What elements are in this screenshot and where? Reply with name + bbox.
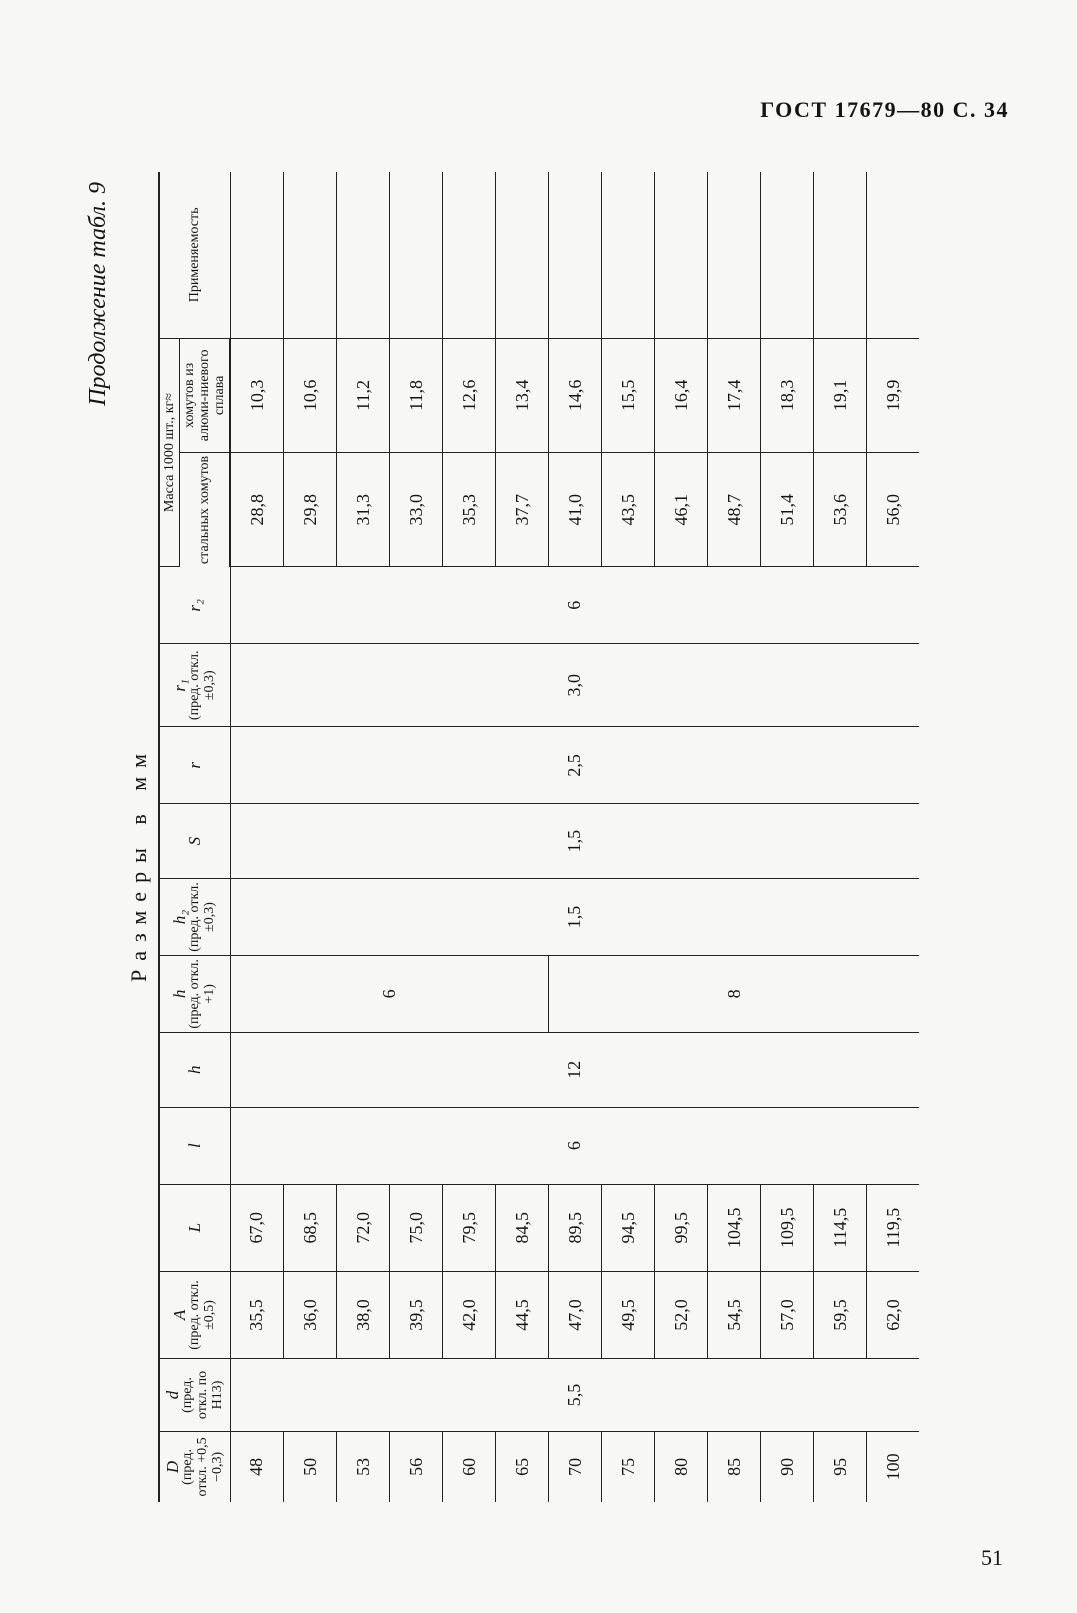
header-r: r	[160, 727, 230, 804]
header-r2: r₂	[160, 567, 230, 644]
cell-r1-common: 3,0	[230, 644, 919, 727]
cell-A: 47,0	[549, 1271, 602, 1358]
cell-application	[390, 172, 443, 338]
header-L: L	[160, 1184, 230, 1271]
rotated-table-region	[80, 172, 1000, 1502]
cell-mass-alu: 18,3	[761, 338, 814, 452]
cell-L: 72,0	[337, 1184, 390, 1271]
cell-mass-alu: 17,4	[708, 338, 761, 452]
cell-mass-alu: 10,6	[284, 338, 337, 452]
cell-S-common: 1,5	[230, 804, 919, 879]
header-mass-steel: стальных хомутов	[180, 453, 231, 567]
cell-mass-steel: 29,8	[284, 453, 337, 567]
cell-A: 39,5	[390, 1271, 443, 1358]
cell-L: 114,5	[814, 1184, 867, 1271]
cell-L: 67,0	[230, 1184, 284, 1271]
cell-A: 57,0	[761, 1271, 814, 1358]
cell-h-tol-group-a: 6	[230, 955, 549, 1032]
cell-L: 99,5	[655, 1184, 708, 1271]
cell-D: 95	[814, 1431, 867, 1502]
cell-application	[496, 172, 549, 338]
header-h: h	[160, 1032, 230, 1107]
cell-mass-alu: 15,5	[602, 338, 655, 452]
cell-mass-steel: 46,1	[655, 453, 708, 567]
cell-D: 60	[443, 1431, 496, 1502]
cell-application	[814, 172, 867, 338]
page-header: ГОСТ 17679—80 С. 34	[760, 97, 1009, 122]
cell-h-tol-group-b: 8	[549, 955, 920, 1032]
dimensions-caption: Размеры в мм	[126, 744, 151, 982]
cell-mass-steel: 35,3	[443, 453, 496, 567]
cell-A: 44,5	[496, 1271, 549, 1358]
cell-mass-alu: 12,6	[443, 338, 496, 452]
cell-D: 90	[761, 1431, 814, 1502]
cell-D: 80	[655, 1431, 708, 1502]
cell-mass-alu: 16,4	[655, 338, 708, 452]
header-l: l	[160, 1107, 230, 1184]
header-D: D (пред. откл. +0,5 −0,3)	[160, 1431, 230, 1502]
cell-A: 36,0	[284, 1271, 337, 1358]
cell-r-common: 2,5	[230, 727, 919, 804]
table-row	[230, 172, 284, 1502]
cell-L: 89,5	[549, 1184, 602, 1271]
header-S: S	[160, 804, 230, 879]
cell-mass-steel: 53,6	[814, 453, 867, 567]
cell-D: 53	[337, 1431, 390, 1502]
cell-L: 75,0	[390, 1184, 443, 1271]
cell-mass-steel: 31,3	[337, 453, 390, 567]
cell-mass-alu: 11,8	[390, 338, 443, 452]
cell-application	[230, 172, 284, 338]
cell-L: 119,5	[867, 1184, 920, 1271]
header-A: A (пред. откл. ±0,5)	[160, 1271, 230, 1358]
cell-A: 42,0	[443, 1271, 496, 1358]
cell-A: 38,0	[337, 1271, 390, 1358]
cell-application	[761, 172, 814, 338]
cell-application	[708, 172, 761, 338]
cell-D: 56	[390, 1431, 443, 1502]
cell-r2-common: 6	[230, 567, 919, 644]
cell-D: 100	[867, 1431, 920, 1502]
cell-D: 75	[602, 1431, 655, 1502]
cell-d-common: 5,5	[230, 1359, 919, 1432]
cell-h-common: 12	[230, 1032, 919, 1107]
cell-A: 52,0	[655, 1271, 708, 1358]
cell-A: 35,5	[230, 1271, 284, 1358]
cell-mass-steel: 43,5	[602, 453, 655, 567]
header-mass: Масса 1000 шт., кг≈	[160, 338, 180, 567]
cell-application	[549, 172, 602, 338]
cell-L: 104,5	[708, 1184, 761, 1271]
cell-mass-alu: 19,1	[814, 338, 867, 452]
cell-application	[602, 172, 655, 338]
cell-D: 50	[284, 1431, 337, 1502]
cell-mass-alu: 11,2	[337, 338, 390, 452]
cell-L: 84,5	[496, 1184, 549, 1271]
cell-mass-steel: 48,7	[708, 453, 761, 567]
cell-D: 65	[496, 1431, 549, 1502]
cell-A: 62,0	[867, 1271, 920, 1358]
cell-A: 54,5	[708, 1271, 761, 1358]
header-h2: h₂ (пред. откл. ±0,3)	[160, 879, 230, 956]
header-application: Применяемость	[160, 172, 230, 338]
cell-mass-steel: 51,4	[761, 453, 814, 567]
cell-application	[284, 172, 337, 338]
cell-application	[337, 172, 390, 338]
cell-L: 94,5	[602, 1184, 655, 1271]
cell-mass-alu: 10,3	[230, 338, 284, 452]
table-continuation-caption: Продолжение табл. 9	[85, 182, 111, 406]
cell-mass-alu: 14,6	[549, 338, 602, 452]
cell-L: 79,5	[443, 1184, 496, 1271]
cell-A: 49,5	[602, 1271, 655, 1358]
header-mass-alu: хомутов из алюми-ниевого сплава	[180, 338, 231, 452]
cell-l-common: 6	[230, 1107, 919, 1184]
cell-D: 48	[230, 1431, 284, 1502]
header-r1: r₁ (пред. откл. ±0,3)	[160, 644, 230, 727]
cell-mass-steel: 33,0	[390, 453, 443, 567]
page-number: 51	[981, 1545, 1003, 1570]
cell-A: 59,5	[814, 1271, 867, 1358]
cell-h2-common: 1,5	[230, 879, 919, 956]
header-h-tol: h (пред. откл. +1)	[160, 955, 230, 1032]
cell-mass-alu: 13,4	[496, 338, 549, 452]
cell-application	[655, 172, 708, 338]
dimensions-table	[160, 172, 919, 1502]
cell-mass-steel: 41,0	[549, 453, 602, 567]
cell-L: 109,5	[761, 1184, 814, 1271]
cell-L: 68,5	[284, 1184, 337, 1271]
cell-mass-steel: 56,0	[867, 453, 920, 567]
cell-mass-steel: 28,8	[230, 453, 284, 567]
cell-D: 70	[549, 1431, 602, 1502]
cell-application	[867, 172, 920, 338]
cell-application	[443, 172, 496, 338]
header-d: d (пред. откл. по Н13)	[160, 1359, 230, 1432]
cell-mass-steel: 37,7	[496, 453, 549, 567]
cell-D: 85	[708, 1431, 761, 1502]
cell-mass-alu: 19,9	[867, 338, 920, 452]
